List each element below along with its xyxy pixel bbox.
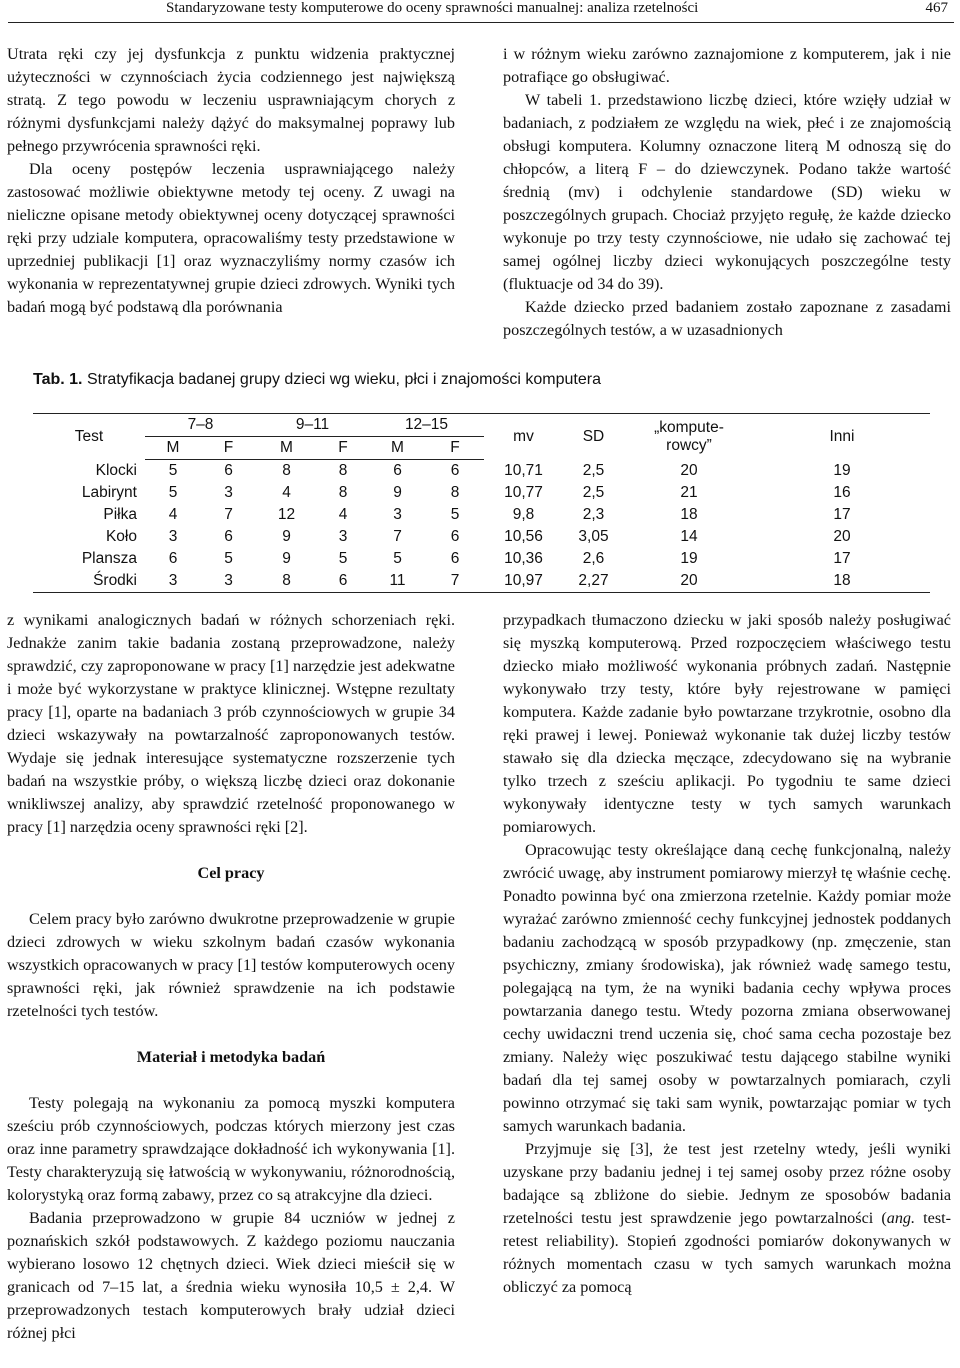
bottom-left-column [7, 609, 455, 1345]
stratification-table [33, 413, 930, 593]
table-cell: 6 [224, 528, 233, 545]
table-cell: 2,5 [582, 484, 605, 501]
top-left-column [7, 43, 455, 319]
table-cell: 4 [168, 506, 178, 523]
table-cell: 5 [450, 506, 460, 523]
computer-users-header-line2: rowcy” [666, 436, 712, 454]
table-cell: 6 [168, 550, 178, 567]
sex-header: F [201, 437, 256, 460]
section-heading-methods: Materiał i metodyka badań [136, 1048, 326, 1066]
paragraph: przypadkach tłumaczono dziecku w jaki sposób należy posługiwać się myszką komputerową. Przed rozpoczęciem właściwego testu dziecko miało możliwość wykonania próbnych zadań. Następnie wykonywało trzy testy, które były rejestrowane w pamięci komputera. Każde zadanie było powtarzane trzykrotnie, osobno dla ręki prawej i lewej. Ponieważ wykonanie tak dużej liczby testów stawało się dla dziecka męczące, zdecydowano się na wybranie tylko trzech z sześciu aplikacji. Po tygodniu te same dzieci wykonywały identyczne testy w tych samych warunkach pomiarowych. [503, 611, 951, 836]
table-cell: 5 [338, 550, 348, 567]
table-cell: 6 [317, 570, 369, 593]
row-test-name: Klocki [95, 461, 137, 479]
table-cell: 19 [680, 550, 698, 567]
table-row [33, 460, 930, 483]
table-cell: 2,5 [582, 461, 605, 479]
sex-header: M [369, 437, 426, 460]
table-cell: 3 [168, 528, 178, 545]
table-cell: 6 [450, 550, 460, 567]
table-cell: 12 [277, 506, 296, 523]
table-cell: 3 [224, 484, 233, 501]
italic-abbrev: ang. [886, 1209, 916, 1227]
table-cell: 4 [338, 506, 348, 523]
table-cell: 4 [282, 484, 291, 501]
table-cell: 8 [256, 570, 317, 593]
sd-header: SD [563, 414, 624, 460]
paragraph: Celem pracy było zarówno dwukrotne przeprowadzenie w grupie dzieci zdrowych w wieku szkolnym badań czasów wykonania wszystkich opracowanych w pracy [1] testów komputerowych oceny sprawności ręki, jak również sprawdzenie na ich podstawie rzetelności tych testów. [7, 910, 455, 1020]
sex-header: M [256, 437, 317, 460]
sex-header: F [426, 437, 484, 460]
table-cell: 10,77 [504, 484, 543, 501]
table-cell: 5 [224, 550, 233, 567]
table-cell: 8 [338, 462, 348, 479]
table-cell: 3 [201, 570, 256, 593]
table-cell: 8 [450, 484, 460, 501]
table-cell: 20 [624, 570, 754, 593]
table-cell: 20 [680, 461, 698, 479]
bottom-right-column [503, 609, 951, 1299]
test-header: Test [33, 414, 145, 460]
table-cell: 20 [833, 528, 851, 545]
row-test-name: Piłka [103, 506, 137, 523]
table-cell: 3 [393, 506, 402, 523]
computer-users-header-line1: „kompute- [654, 418, 724, 436]
table-cell: 6 [393, 462, 402, 479]
table-cell: 5 [168, 484, 178, 501]
table-cell: 9 [282, 550, 291, 567]
top-right-column [503, 43, 951, 342]
table-cell: 17 [833, 550, 851, 567]
table-cell: 17 [833, 506, 851, 523]
table-caption-label: Tab. 1. [33, 371, 83, 388]
table-cell: 10,56 [504, 528, 543, 545]
table-cell: 7 [426, 570, 484, 593]
table-cell: 2,27 [563, 570, 624, 593]
table-cell: 9 [393, 484, 402, 501]
table-cell: 21 [680, 484, 698, 501]
paragraph: Badania przeprowadzono w grupie 84 uczniów w jednej z poznańskich szkół podstawowych. Z każdego poziomu nauczania wybierano losowo 12 chętnych dzieci. Wiek dzieci mieścił się w granicach od 7–15 lat, a średnia wieku wynosiła 10,5 ± 2,4. W przeprowadzonych testach komputerowych brały udział dzieci różnej płci [7, 1209, 455, 1342]
table-cell: 16 [833, 484, 851, 501]
sex-header: F [317, 437, 369, 460]
table-cell: 6 [450, 528, 460, 545]
table-row [33, 548, 930, 570]
table-cell: 19 [833, 461, 851, 479]
table-cell: 7 [393, 528, 402, 545]
table-cell: 8 [338, 484, 348, 501]
table-cell: 18 [680, 506, 698, 523]
table-cell: 5 [168, 462, 178, 479]
row-test-name: Plansza [81, 550, 137, 567]
age-group-header: 9–11 [256, 414, 369, 437]
row-test-name: Środki [33, 570, 145, 593]
running-header [8, 0, 954, 23]
table-cell: 5 [393, 550, 402, 567]
table-cell: 10,71 [504, 461, 543, 479]
paragraph: Testy polegają na wykonaniu za pomocą myszki komputera sześciu prób czynnościowych, podczas których mierzony jest czas oraz inne parametry sprawdzające dokładność ich wykonywania [1]. Testy charakteryzują się łatwością w wykonywaniu, różnorodnością, kolorystyką oraz formą zabawy, przez co są atrakcyjne dla dzieci. [7, 1094, 455, 1204]
row-test-name: Labirynt [81, 484, 137, 501]
table-header-row [33, 414, 930, 437]
paragraph: z wynikami analogicznych badań w różnych schorzeniach ręki. Jednakże zanim takie badania zostaną przeprowadzone, należy sprawdzić, czy zaproponowane w pracy [1] narzędzie jest adekwatne i może być wykorzystane w praktyce klinicznej. Wstępne rezultaty pracy [1], oparte na badaniach 3 prób czynnościowych w grupie 34 dzieci wskazywały na powtarzalność zaproponowanych testów. Wydaje się jednak interesujące systematyczne rozszerzenie tych badań na wszystkie próby, o większą liczbę dzieci oraz dokonanie wnikliwszej analizy, aby sprawdzić rzetelność proponowanego w pracy [1] narzędzia oceny sprawności ręki [2]. [7, 611, 455, 836]
table-cell: 11 [369, 570, 426, 593]
running-title: Standaryzowane testy komputerowe do oceny sprawności manualnej: analiza rzetelności [166, 0, 699, 16]
page-number: 467 [925, 0, 948, 16]
paragraph: Przyjmuje się [3], że test jest rzetelny wtedy, jeśli wyniki uzyskane przy badaniu jednej i tej samej osoby przez różne osoby badające są zbliżone do siebie. Jednym ze sposobów badania rzetelności testu jest sprawdzenie jego powtarzalności (ang. test-retest reliability). Stopień zgodności pomiarów dokonywanych w różnych momentach czasu w tych samych warunkach można obliczyć za pomocą [503, 1140, 952, 1296]
computer-users-header [624, 414, 754, 460]
paragraph: Utrata ręki czy jej dysfunkcja z punktu widzenia praktycznej użyteczności w czynnościach życia codziennego jest największą stratą. Z tego powodu w leczeniu usprawniającym chorych z różnymi dysfunkcjami należy dążyć do maksymalnej poprawy lub pełnego przywrócenia sprawności ręki. [7, 45, 455, 155]
table-caption [33, 371, 601, 389]
table-cell: 10,97 [484, 570, 563, 593]
paragraph: Każde dziecko przed badaniem zostało zapoznane z zasadami poszczególnych testów, a w uzasadnionych [503, 298, 951, 339]
table-cell: 7 [224, 506, 233, 523]
table-row [33, 504, 930, 526]
others-header: Inni [754, 414, 930, 460]
paragraph: Opracowując testy określające daną cechę funkcjonalną, należy zwrócić uwagę, aby instrument pomiarowy mierzył tę właśnie cechę. Ponadto powinna być ona zmierzona rzetelnie. Każdy pomiar może wyrażać zarówno zmienność cechy funkcyjnej jednostek poddanych badaniu zachodzącą w sposób przypadkowy (np. zmęczenie, stan psychiczny, zmiany środowiska), jak również wadę samego testu, polegającą na tym, że na wyniki badania cechy wpływa proces powtarzania danego testu. Wtedy pozorna zmiana obserwowanej cechy uwidaczni trend uczenia się, choć sama cecha pozostaje bez zmiany. Należy więc poszukiwać testu dającego stabilne wyniki badań dla tej samej osoby w powtarzalnych pomiarach, czyli powinno otrzymać się taki sam wynik, powtarzając pomiar w tych samych warunkach badania. [503, 841, 951, 1135]
table-cell: 18 [754, 570, 930, 593]
table-cell: 3,05 [578, 528, 609, 545]
paragraph: Dla oceny postępów leczenia usprawniającego należy zastosować możliwie obiektywne metody tej oceny. Z uwagi na nieliczne opisane metody obiektywnej oceny dotyczącej sprawności ręki przy udziale komputera, opracowaliśmy testy przedstawione w uprzedniej publikacji [1] oraz wyznaczyliśmy normy czasów ich wykonania w reprezentatywnej grupie dzieci zdrowych. Wyniki tych badań mogą być podstawą dla porównania [7, 160, 455, 316]
table-cell: 14 [680, 528, 698, 545]
table-cell: 2,3 [582, 506, 605, 523]
table-cell: 8 [282, 462, 291, 479]
table-cell: 10,36 [504, 550, 543, 567]
table-body [33, 460, 930, 593]
table-row [33, 570, 930, 593]
table-cell: 6 [224, 462, 233, 479]
age-group-header: 7–8 [145, 414, 256, 437]
mv-header: mv [484, 414, 563, 460]
sex-header: M [145, 437, 201, 460]
paragraph: i w różnym wieku zarówno zaznajomione z komputerem, jak i nie potrafiące go obsługiwać. [503, 45, 951, 86]
paragraph: W tabeli 1. przedstawiono liczbę dzieci, które wzięły udział w badaniach, z podziałem ze względu na wiek, płeć i ze znajomością obsługi komputera. Kolumny oznaczone literą M odnoszą się do chłopców, a literą F – do dziewczynek. Podano także wartość średnią (mv) i odchylenie standardowe (SD) wieku w poszczególnych grupach. Chociaż przyjęto regułę, że każde dziecko wykonuje po trzy testy czynnościowe, nie udało się zachować tej samej ogólnej liczby dzieci wykonujących poszczególne testy (fluktuacje od 34 do 39). [503, 91, 951, 293]
age-group-header: 12–15 [369, 414, 484, 437]
table-cell: 9,8 [512, 506, 535, 523]
table-cell: 2,6 [582, 550, 605, 567]
table-row [33, 526, 930, 548]
table-cell: 3 [145, 570, 201, 593]
table-cell: 3 [338, 528, 348, 545]
table-row [33, 482, 930, 504]
table-cell: 9 [282, 528, 291, 545]
table-caption-text: Stratyfikacja badanej grupy dzieci wg wieku, płci i znajomości komputera [86, 371, 601, 388]
section-heading-aim: Cel pracy [197, 864, 265, 882]
table-cell: 6 [450, 462, 460, 479]
row-test-name: Koło [105, 528, 137, 545]
